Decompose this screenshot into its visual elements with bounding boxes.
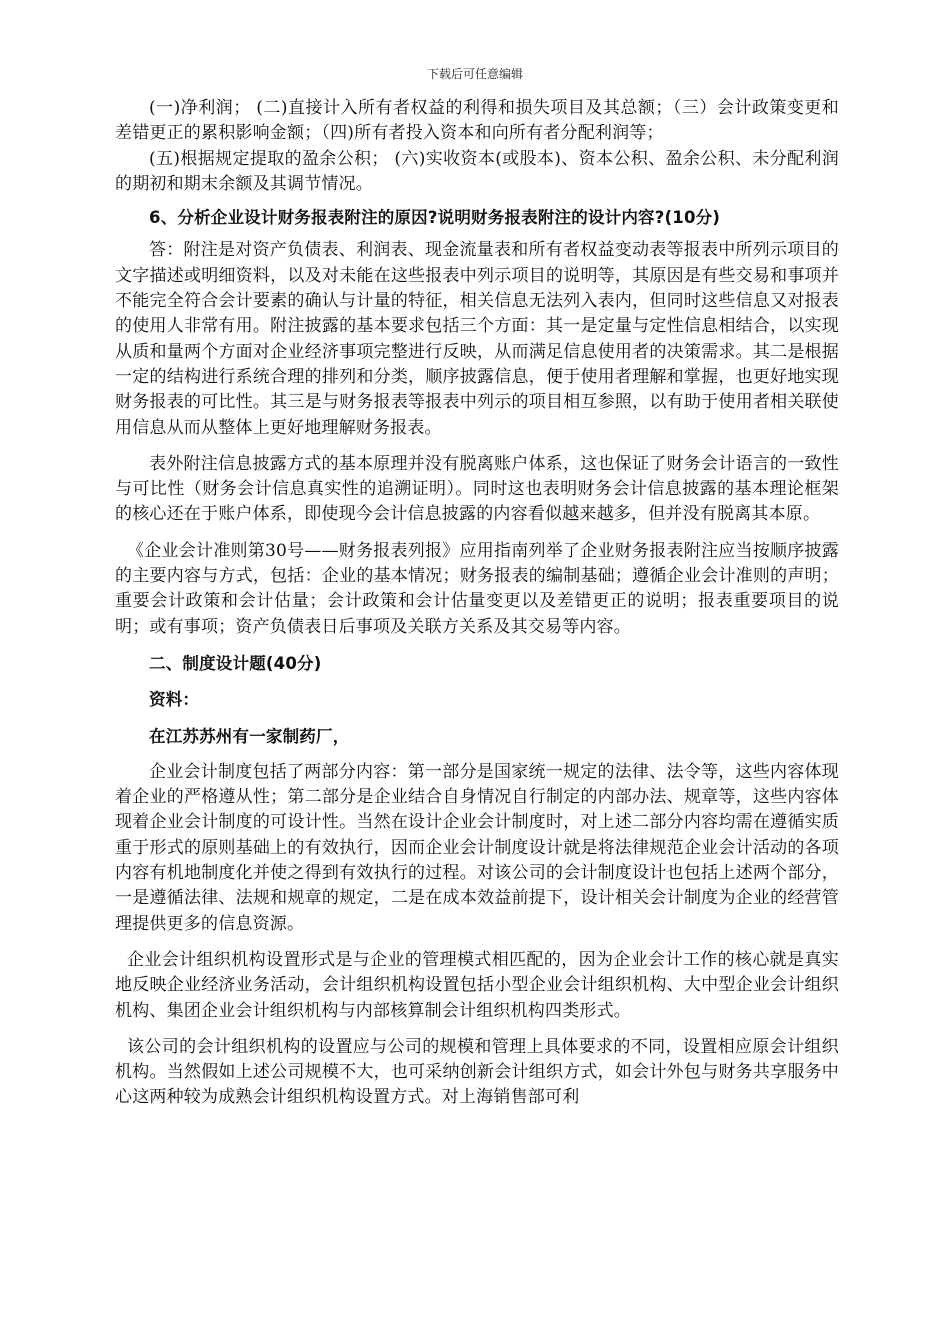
paragraph-accounting-system: 企业会计制度包括了两部分内容：第一部分是国家统一规定的法律、法令等，这些内容体现着企业的严格遵从性；第二部分是企业结合自身情况自行制定的内部办法、规章等，这些内容体现着企业会计制度的可设计性。当然在设计企业会计制度时，对上述二部分内容均需在遵循实质重于形式的原则基础上的有效执行，因而企业会计制度设计就是将法律规范企业会计活动的各项内容有机地制度化并使之得到有效执行的过程。对该公司的会计制度设计也包括上述两个部分，一是遵循法律、法规和规章的规定，二是在成本效益前提下，设计相关会计制度为企业的经营管理提供更多的信息资源。 [115, 761, 839, 934]
company-intro: 在江苏苏州有一家制药厂， [149, 726, 350, 746]
paragraph-company-organization: 该公司的会计组织机构的设置应与公司的规模和管理上具体要求的不同，设置相应原会计组织机构。当然假如上述公司规模不大，也可采纳创新会计组织方式，如会计外包与财务共享服务中心这两种较为成熟会计组织机构设置方式。对上海销售部可利 [115, 1036, 839, 1108]
document-body [115, 96, 839, 1111]
paragraph-standard-30: 《企业会计准则第30号——财务报表列报》应用指南列举了企业财务报表附注应当按顺序披露的主要内容与方式，包括：企业的基本情况；财务报表的编制基础；遵循企业会计准则的声明；重要会计政策和会计估量；会计政策和会计估量变更以及差错更正的说明；报表重要项目的说明；或有事项；资产负债表日后事项及关联方关系及其交易等内容。 [115, 540, 839, 637]
paragraph-off-table-notes: 表外附注信息披露方式的基本原理并没有脱离账户体系，这也保证了财务会计语言的一致性与可比性（财务会计信息真实性的追溯证明）。同时这也表明财务会计信息披露的基本理论框架的核心还在于账户体系，即使现今会计信息披露的内容看似越来越多，但并没有脱离其本原。 [115, 453, 839, 525]
material-label: 资料： [149, 690, 200, 710]
section-2-heading: 二、制度设计题(40分) [149, 653, 322, 673]
paragraph-surplus-items: (五)根据规定提取的盈余公积； (六)实收资本(或股本)、资本公积、盈余公积、未分配利润的期初和期末余额及其调节情况。 [115, 148, 839, 194]
page-header: 下载后可任意编辑 [426, 67, 523, 81]
paragraph-net-profit-items: (一)净利润； (二)直接计入所有者权益的利得和损失项目及其总额；（三）会计政策变更和差错更正的累积影响金额；（四)所有者投入资本和向所有者分配利润等； [115, 98, 839, 144]
paragraph-organization-structure: 企业会计组织机构设置形式是与企业的管理模式相匹配的，因为企业会计工作的核心就是真实地反映企业经济业务活动，会计组织机构设置包括小型企业会计组织机构、大中型企业会计组织机构、集团企业会计组织机构与内部核算制会计组织机构四类形式。 [115, 949, 839, 1021]
question-6-heading: 6、分析企业设计财务报表附注的原因?说明财务报表附注的设计内容?(10分) [149, 208, 721, 228]
answer-paragraph-notes: 答：附注是对资产负债表、利润表、现金流量表和所有者权益变动表等报表中所列示项目的文字描述或明细资料，以及对未能在这些报表中列示项目的说明等，其原因是有些交易和事项并不能完全符合会计要素的确认与计量的特征，相关信息无法列入表内，但同时这些信息又对报表的使用人非常有用。附注披露的基本要求包括三个方面：其一是定量与定性信息相结合，以实现从质和量两个方面对企业经济事项完整进行反映，从而满足信息使用者的决策需求。其二是根据一定的结构进行系统合理的排列和分类，顺序披露信息，便于使用者理解和掌握，也更好地实现财务报表的可比性。其三是与财务报表等报表中列示的项目相互参照，以有助于使用者相关联使用信息从而从整体上更好地理解财务报表。 [115, 240, 839, 438]
